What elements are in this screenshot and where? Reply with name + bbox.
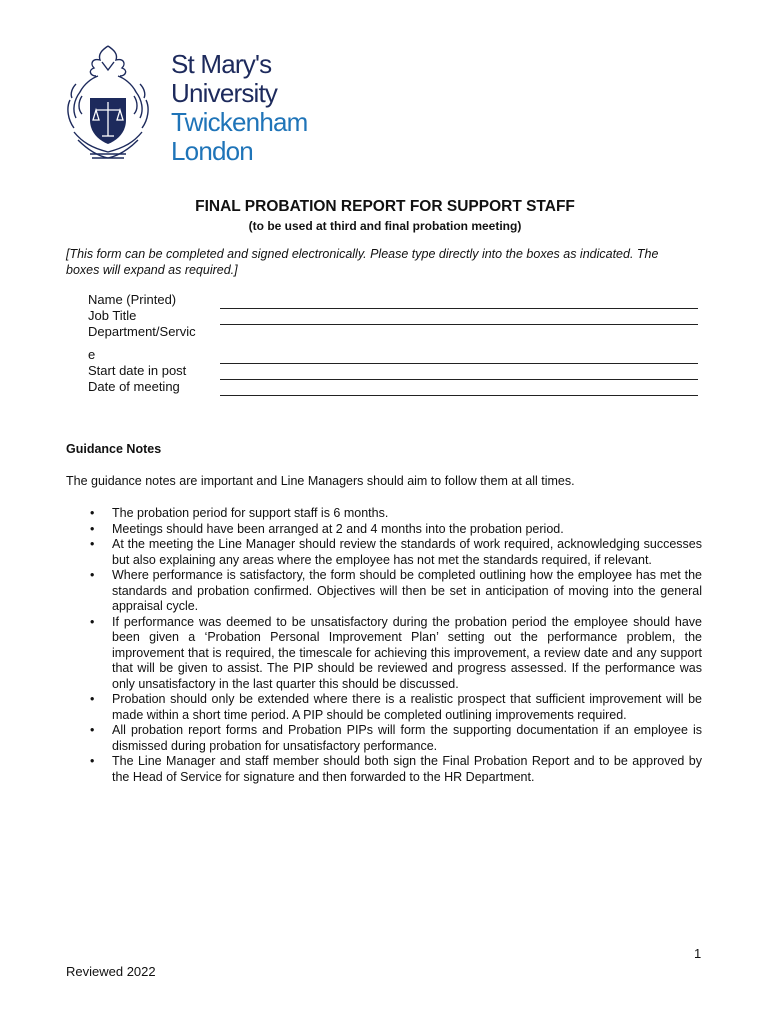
list-item-text: Probation should only be extended where there is a realistic prospect that sufficient improvement will be made within a short time period. A PIP should be completed outlining improvements required. — [112, 692, 702, 722]
list-item-text: Where performance is satisfactory, the form should be completed outlining how the employee has met the standards and probation confirmed. Objectives will then be set in anticipation of moving into the general appraisal cycle. — [112, 568, 702, 613]
bullet-icon: • — [90, 723, 95, 737]
guidance-list — [90, 506, 702, 785]
bullet-icon: • — [90, 692, 95, 706]
list-item-text: All probation report forms and Probation PIPs will form the supporting documentation if an employee is dismissed during probation for unsatisfactory performance. — [112, 723, 702, 753]
bullet-icon: • — [90, 614, 95, 629]
start-date-field[interactable] — [220, 379, 698, 380]
logo-line-3: Twickenham — [171, 107, 308, 137]
department-label-wrap: e — [88, 347, 96, 362]
bullet-icon: • — [90, 537, 95, 551]
list-item — [90, 568, 702, 615]
list-item — [90, 754, 702, 785]
guidance-intro: The guidance notes are important and Line Managers should aim to follow them at all times. — [66, 474, 575, 488]
document-title: FINAL PROBATION REPORT FOR SUPPORT STAFF — [195, 198, 575, 215]
name-label: Name (Printed) — [88, 292, 177, 307]
logo-line-2: University — [171, 78, 278, 108]
list-item — [90, 615, 702, 693]
list-item-text: The Line Manager and staff member should both sign the Final Probation Report and to be approved by the Head of Service for signature and then forwarded to the HR Department. — [112, 754, 702, 784]
list-item-text: Meetings should have been arranged at 2 and 4 months into the probation period. — [112, 521, 564, 536]
document-subtitle: (to be used at third and final probation meeting) — [248, 219, 522, 233]
intro-note: [This form can be completed and signed electronically. Please type directly into the boxes as indicated. The boxes will expand as required.] — [66, 247, 659, 277]
university-wordmark — [171, 50, 308, 166]
bullet-icon: • — [90, 754, 95, 768]
logo-line-4: London — [171, 136, 253, 166]
list-item-text: The probation period for support staff is 6 months. — [112, 506, 389, 520]
bullet-icon: • — [90, 521, 95, 536]
list-item — [90, 522, 702, 538]
meeting-date-field[interactable] — [220, 395, 698, 396]
job-title-label: Job Title — [88, 308, 137, 323]
job-title-field[interactable] — [220, 324, 698, 325]
name-field[interactable] — [220, 308, 698, 309]
list-item — [90, 723, 702, 754]
logo-line-1: St Mary's — [171, 49, 272, 79]
department-field[interactable] — [220, 363, 698, 364]
page-number: 1 — [694, 946, 702, 961]
meeting-date-label: Date of meeting — [88, 379, 180, 394]
bullet-icon: • — [90, 506, 95, 520]
list-item — [90, 537, 702, 568]
list-item — [90, 692, 702, 723]
start-date-label: Start date in post — [88, 363, 187, 378]
bullet-icon: • — [90, 568, 95, 582]
guidance-heading: Guidance Notes — [66, 442, 162, 456]
list-item — [90, 506, 702, 522]
list-item-text: If performance was deemed to be unsatisfactory during the probation period the employee should have been given a ‘Probation Personal Improvement Plan’ setting out the performance problem, the improvement that is required, the timescale for achieving this improvement, a review date and any support that will be given to assist. The PIP should be reviewed and progress assessed. If the performance was only unsatisfactory in the last quarter this should be discussed. — [112, 614, 702, 691]
department-label: Department/Servic — [88, 324, 196, 339]
university-crest-logo — [62, 40, 154, 168]
list-item-text: At the meeting the Line Manager should review the standards of work required, acknowledging successes but also explaining any areas where the employee has not met the standards required, if relevant. — [112, 537, 702, 567]
footer-reviewed: Reviewed 2022 — [66, 964, 156, 979]
